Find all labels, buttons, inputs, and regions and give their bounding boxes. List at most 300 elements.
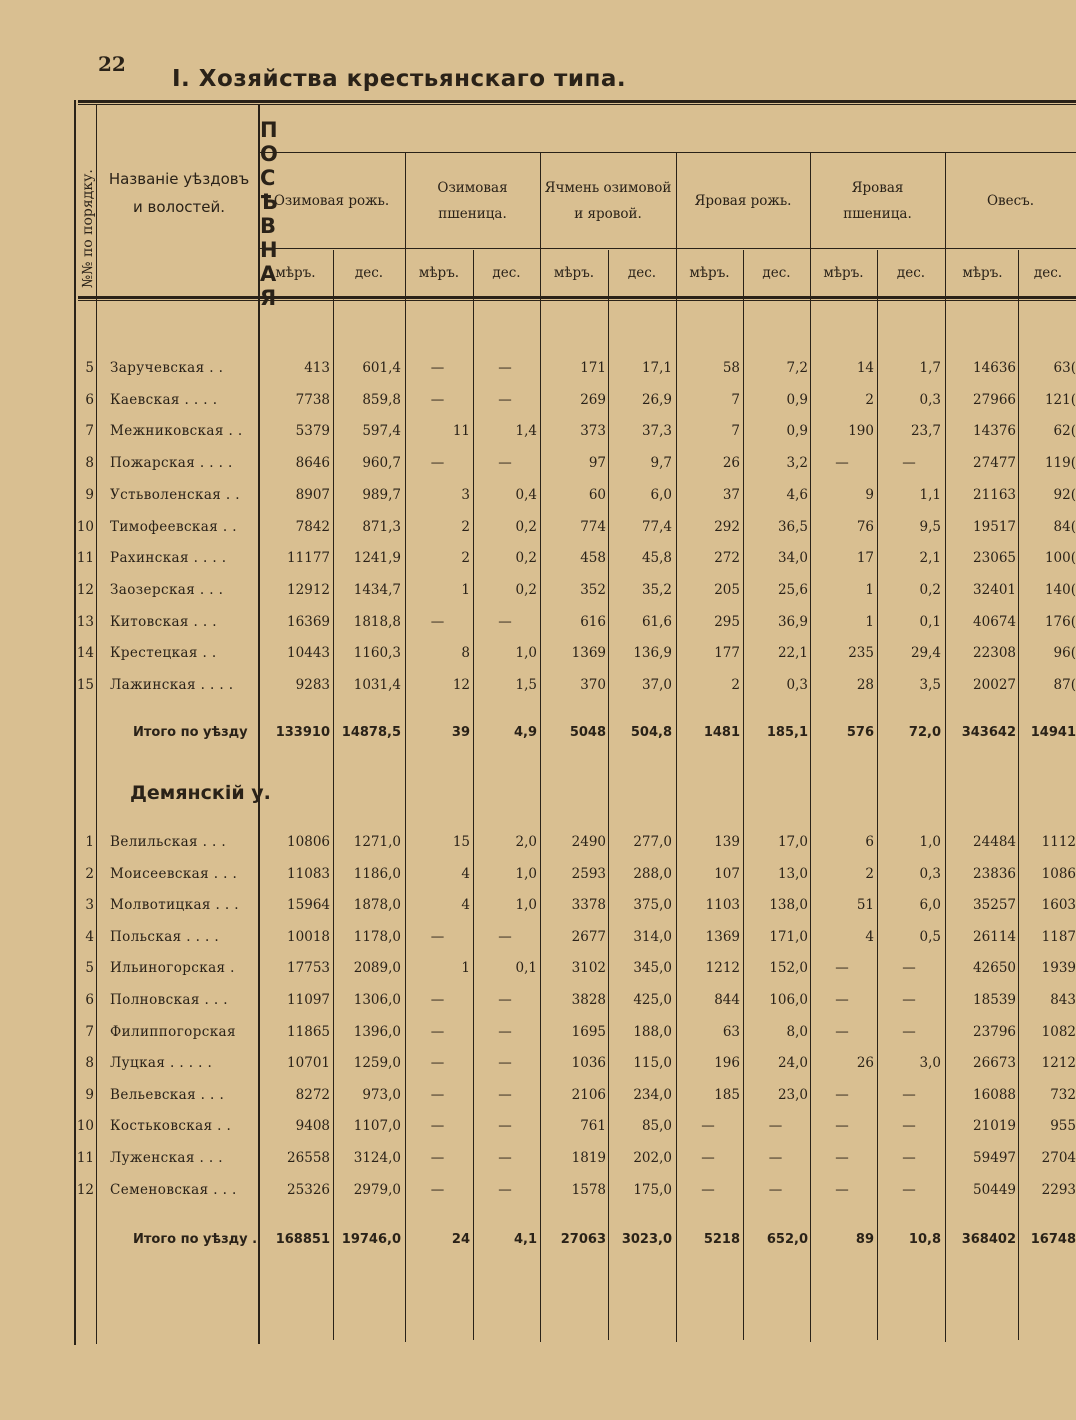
row-name: Костьковская . . xyxy=(110,1118,232,1135)
cell-col-2: 601,4 xyxy=(362,360,401,376)
row-number: 6 xyxy=(85,992,94,1008)
cell-col-1: 12912 xyxy=(287,581,330,598)
cell-col-6: 288,0 xyxy=(633,865,672,882)
row-number: 7 xyxy=(85,1023,94,1040)
unit-header-mer: мѣръ. xyxy=(418,265,460,282)
row-number: 12 xyxy=(76,1181,94,1198)
cell-col-5: 1369 xyxy=(571,645,606,662)
cell-col-3: 8 xyxy=(461,645,470,662)
crop-header xyxy=(540,158,676,246)
cell-col-1: 7842 xyxy=(295,518,330,535)
group-header-letter: В xyxy=(260,214,277,238)
cell-col-2: 1160,3 xyxy=(353,645,401,662)
cell-col-7: 5218 xyxy=(703,1232,740,1247)
row-name: Велильская . . . xyxy=(110,834,227,850)
row-name: Заручевская . . xyxy=(110,360,224,376)
cell-col-5: 2490 xyxy=(571,834,606,850)
unit-header-des: дес. xyxy=(492,265,521,282)
cell-col-11: 23836 xyxy=(973,865,1016,882)
cell-col-6: 35,2 xyxy=(641,581,672,598)
cell-col-6: 9,7 xyxy=(650,455,672,472)
cell-col-3: — xyxy=(430,1086,445,1103)
cell-col-6: 425,0 xyxy=(633,992,672,1008)
cell-col-6: 345,0 xyxy=(633,960,672,977)
cell-col-6: 3023,0 xyxy=(621,1232,672,1247)
cell-col-7: 196 xyxy=(714,1055,740,1072)
cell-col-8: 24,0 xyxy=(777,1055,808,1072)
cell-col-11: 35257 xyxy=(973,897,1016,914)
cell-col-11: 21019 xyxy=(973,1118,1016,1135)
row-name: Каевская . . . . xyxy=(110,391,218,408)
cell-col-8: 17,0 xyxy=(777,834,808,850)
cell-col-9: 28 xyxy=(856,677,874,693)
cell-col-7: 7 xyxy=(731,423,740,440)
cell-col-10: 1,1 xyxy=(919,486,941,503)
cell-col-8: 0,9 xyxy=(786,391,808,408)
cell-col-4: 4,1 xyxy=(513,1232,537,1247)
row-name: Лажинская . . . . xyxy=(110,677,234,693)
cell-col-11: 42650 xyxy=(973,960,1016,977)
row-name: Заозерская . . . xyxy=(110,581,224,598)
unit-header-des: дес. xyxy=(1033,265,1063,282)
cell-col-8: 106,0 xyxy=(769,992,808,1008)
cell-col-11: 26673 xyxy=(973,1055,1016,1072)
cell-col-2: 973,0 xyxy=(362,1086,401,1103)
cell-col-8: 3,2 xyxy=(786,455,808,472)
cell-col-1: 10018 xyxy=(287,928,330,945)
cell-col-3: 39 xyxy=(451,725,470,740)
cell-col-11: 368402 xyxy=(961,1232,1016,1247)
cell-col-5: 2106 xyxy=(571,1086,606,1103)
cell-col-3: 24 xyxy=(451,1232,470,1247)
cell-col-7: 295 xyxy=(714,613,740,630)
cell-col-5: 2677 xyxy=(571,928,606,945)
cell-col-12: 16748 xyxy=(1030,1232,1076,1247)
cell-col-11: 32401 xyxy=(973,581,1016,598)
cell-col-2: 1396,0 xyxy=(353,1023,401,1040)
cell-col-12: 2293 xyxy=(1041,1181,1076,1198)
cell-col-10: 0,3 xyxy=(919,391,941,408)
crop-header-text xyxy=(987,189,1034,215)
cell-col-8: 171,0 xyxy=(769,928,808,945)
cell-col-4: — xyxy=(498,1023,512,1040)
cell-col-2: 1878,0 xyxy=(353,897,401,914)
unit-header-mer: мѣръ. xyxy=(553,265,595,282)
cell-col-7: 58 xyxy=(722,360,740,376)
cell-col-10: — xyxy=(902,1181,916,1198)
cell-col-12: 121( xyxy=(1044,391,1076,408)
cell-col-5: 1578 xyxy=(571,1181,606,1198)
name-header-line-1: Названіе уѣздовъ xyxy=(108,169,250,188)
unit-header-mer: мѣръ. xyxy=(689,265,730,282)
cell-col-2: 1271,0 xyxy=(353,834,401,850)
cell-col-10: 1,0 xyxy=(919,834,941,850)
cell-col-7: 37 xyxy=(722,486,740,503)
cell-col-5: 27063 xyxy=(560,1232,606,1247)
crop-header-line: Яровая рожь. xyxy=(694,193,792,210)
cell-col-5: 269 xyxy=(580,391,606,408)
cell-col-9: 6 xyxy=(865,834,874,850)
cell-col-10: 29,4 xyxy=(910,645,941,662)
cell-col-11: 27477 xyxy=(973,455,1016,472)
cell-col-10: 0,1 xyxy=(919,613,941,630)
cell-col-6: 234,0 xyxy=(633,1086,672,1103)
cell-col-3: 2 xyxy=(461,518,470,535)
cell-col-3: 2 xyxy=(461,550,470,567)
cell-col-2: 989,7 xyxy=(362,486,401,503)
row-name: Пожарская . . . . xyxy=(110,455,233,472)
cell-col-11: 27966 xyxy=(973,391,1016,408)
cell-col-6: 314,0 xyxy=(633,928,672,945)
row-total-label: Итого по уѣзду . xyxy=(133,1232,258,1247)
cell-col-5: 373 xyxy=(580,423,606,440)
row-number: 7 xyxy=(85,423,94,440)
unit-header-des: дес. xyxy=(896,265,926,282)
row-name: Польская . . . . xyxy=(110,928,220,945)
row-number: 11 xyxy=(76,1150,94,1166)
cell-col-9: 1 xyxy=(865,613,874,630)
cell-col-6: 202,0 xyxy=(633,1150,672,1166)
row-name: Молвотицкая . . . xyxy=(110,897,239,914)
cell-col-11: 26114 xyxy=(973,928,1016,945)
cell-col-12: 2704 xyxy=(1041,1150,1076,1166)
cell-col-10: — xyxy=(902,1118,916,1135)
cell-col-2: 1434,7 xyxy=(353,581,401,598)
unit-header-des: дес. xyxy=(627,265,657,282)
cell-col-8: 23,0 xyxy=(777,1086,808,1103)
row-number: 9 xyxy=(85,486,94,503)
cell-col-7: 7 xyxy=(731,391,740,408)
row-name: Вельевская . . . xyxy=(110,1086,225,1103)
crop-header-text xyxy=(437,176,507,227)
cell-col-11: 50449 xyxy=(973,1181,1016,1198)
crop-header-text xyxy=(545,176,672,227)
row-name: Ильиногорская . xyxy=(110,960,235,977)
cell-col-2: 960,7 xyxy=(362,455,401,472)
unit-header-mer: мѣръ. xyxy=(962,265,1003,282)
cell-col-12: 1187 xyxy=(1041,928,1076,945)
cell-col-9: 4 xyxy=(865,928,874,945)
cell-col-2: 1107,0 xyxy=(353,1118,401,1135)
cell-col-10: 3,5 xyxy=(919,677,941,693)
row-number: 3 xyxy=(85,897,94,914)
cell-col-3: 1 xyxy=(461,581,470,598)
cell-col-7: 292 xyxy=(714,518,740,535)
cell-col-5: 774 xyxy=(580,518,606,535)
cell-col-10: — xyxy=(902,992,916,1008)
row-name: Крестецкая . . xyxy=(110,645,217,662)
row-number: 5 xyxy=(85,960,94,977)
cell-col-3: — xyxy=(430,928,445,945)
cell-col-6: 136,9 xyxy=(633,645,672,662)
cell-col-6: 61,6 xyxy=(641,613,672,630)
cell-col-9: 51 xyxy=(856,897,874,914)
cell-col-9: 26 xyxy=(856,1055,874,1072)
cell-col-9: — xyxy=(835,992,849,1008)
cell-col-5: 616 xyxy=(580,613,606,630)
cell-col-1: 8907 xyxy=(295,486,330,503)
page-title: I. Хозяйства крестьянскаго типа. xyxy=(172,66,627,92)
cell-col-12: 955 xyxy=(1050,1118,1076,1135)
cell-col-12: 119( xyxy=(1044,455,1076,472)
cell-col-12: 63( xyxy=(1053,360,1076,376)
crop-header-line: Овесъ. xyxy=(986,193,1035,210)
cell-col-2: 859,8 xyxy=(362,391,401,408)
crop-header-line: Озимовая xyxy=(437,180,508,197)
cell-col-5: 761 xyxy=(580,1118,606,1135)
cell-col-12: 732 xyxy=(1050,1086,1076,1103)
cell-col-12: 100( xyxy=(1044,550,1076,567)
cell-col-4: 0,1 xyxy=(515,960,537,977)
cell-col-4: 4,9 xyxy=(513,725,537,740)
cell-col-8: 185,1 xyxy=(766,725,808,740)
cell-col-5: 1819 xyxy=(571,1150,606,1166)
crop-header-line: пшеница. xyxy=(438,206,507,222)
rule-line-13 xyxy=(877,250,878,1340)
cell-col-11: 14376 xyxy=(973,423,1016,440)
cell-col-4: — xyxy=(498,1055,512,1072)
cell-col-5: 97 xyxy=(588,455,606,472)
cell-col-2: 1259,0 xyxy=(353,1055,401,1072)
cell-col-6: 175,0 xyxy=(633,1181,672,1198)
cell-col-1: 9408 xyxy=(295,1118,330,1135)
cell-col-6: 6,0 xyxy=(650,486,672,503)
cell-col-1: 133910 xyxy=(275,725,330,740)
cell-col-6: 17,1 xyxy=(641,360,672,376)
cell-col-8: — xyxy=(768,1150,783,1166)
cell-col-11: 22308 xyxy=(973,645,1016,662)
cell-col-10: 2,1 xyxy=(919,550,941,567)
cell-col-11: 21163 xyxy=(973,486,1016,503)
cell-col-12: 1939 xyxy=(1041,960,1076,977)
page-number: 22 xyxy=(98,52,126,76)
section-title-demyansk: Демянскій у. xyxy=(130,782,271,804)
row-number: 6 xyxy=(85,391,94,408)
cell-col-5: 171 xyxy=(580,360,606,376)
cell-col-10: — xyxy=(902,960,916,977)
cell-col-7: 177 xyxy=(714,645,740,662)
cell-col-9: — xyxy=(835,455,849,472)
cell-col-7: 272 xyxy=(714,550,740,567)
row-number: 8 xyxy=(85,1055,94,1072)
group-header-letter: Ѣ xyxy=(260,190,278,214)
cell-col-2: 2089,0 xyxy=(353,960,401,977)
cell-col-11: 20027 xyxy=(973,677,1016,693)
crop-header xyxy=(405,158,540,246)
cell-col-4: — xyxy=(498,391,512,408)
row-number: 9 xyxy=(85,1086,94,1103)
cell-col-5: 1036 xyxy=(571,1055,606,1072)
cell-col-1: 413 xyxy=(304,360,330,376)
cell-col-12: 84( xyxy=(1053,518,1076,535)
cell-col-12: 843 xyxy=(1050,992,1076,1008)
row-number: 1 xyxy=(85,834,94,850)
cell-col-8: 652,0 xyxy=(766,1232,808,1247)
cell-col-5: 3102 xyxy=(571,960,606,977)
cell-col-1: 10701 xyxy=(287,1055,330,1072)
cell-col-12: 1603 xyxy=(1041,897,1076,914)
cell-col-11: 343642 xyxy=(961,725,1016,740)
cell-col-1: 7738 xyxy=(295,391,330,408)
cell-col-3: 4 xyxy=(461,865,470,882)
cell-col-11: 19517 xyxy=(973,518,1016,535)
cell-col-4: — xyxy=(498,928,512,945)
cell-col-11: 16088 xyxy=(973,1086,1016,1103)
cell-col-2: 19746,0 xyxy=(341,1232,401,1247)
cell-col-8: 25,6 xyxy=(777,581,808,598)
row-name: Филиппогорская xyxy=(110,1023,236,1040)
cell-col-11: 24484 xyxy=(973,834,1016,850)
cell-col-10: 0,3 xyxy=(919,865,941,882)
cell-col-10: 23,7 xyxy=(910,423,941,440)
cell-col-12: 14941 xyxy=(1030,725,1076,740)
cell-col-7: — xyxy=(701,1181,715,1198)
cell-col-4: — xyxy=(498,1086,512,1103)
cell-col-11: 18539 xyxy=(973,992,1016,1008)
cell-col-1: 8646 xyxy=(295,455,330,472)
name-column-header xyxy=(100,158,258,228)
crop-header xyxy=(810,158,945,246)
cell-col-3: — xyxy=(430,455,445,472)
cell-col-1: 10806 xyxy=(287,834,330,850)
cell-col-6: 37,3 xyxy=(641,423,672,440)
cell-col-8: 152,0 xyxy=(769,960,808,977)
cell-col-3: 3 xyxy=(461,486,470,503)
rule-line-1 xyxy=(78,104,1076,105)
cell-col-4: — xyxy=(498,613,512,630)
cell-col-1: 15964 xyxy=(287,897,330,914)
cell-col-3: — xyxy=(430,1150,445,1166)
cell-col-1: 11865 xyxy=(287,1023,330,1040)
cell-col-2: 1818,8 xyxy=(353,613,401,630)
row-name: Полновская . . . xyxy=(110,992,228,1008)
cell-col-4: 1,0 xyxy=(515,865,537,882)
cell-col-7: 1369 xyxy=(705,928,740,945)
row-name: Тимофеевская . . xyxy=(110,518,237,535)
cell-col-12: 96( xyxy=(1053,645,1076,662)
cell-col-2: 3124,0 xyxy=(353,1150,401,1166)
cell-col-10: — xyxy=(902,1150,916,1166)
cell-col-1: 26558 xyxy=(287,1150,330,1166)
cell-col-6: 77,4 xyxy=(641,518,672,535)
group-header-letter: О xyxy=(260,142,278,166)
cell-col-2: 1186,0 xyxy=(353,865,401,882)
cell-col-10: 3,0 xyxy=(919,1055,941,1072)
cell-col-8: 13,0 xyxy=(777,865,808,882)
cell-col-9: — xyxy=(835,960,849,977)
cell-col-12: 1086 xyxy=(1041,865,1076,882)
cell-col-5: 458 xyxy=(580,550,606,567)
group-header-letter: А xyxy=(260,262,277,286)
cell-col-5: 1695 xyxy=(571,1023,606,1040)
cell-col-8: — xyxy=(768,1118,783,1135)
cell-col-6: 26,9 xyxy=(641,391,672,408)
row-total-label: Итого по уѣзду xyxy=(133,725,248,740)
cell-col-4: — xyxy=(498,455,512,472)
cell-col-6: 504,8 xyxy=(630,725,672,740)
cell-col-7: 844 xyxy=(714,992,740,1008)
cell-col-9: 14 xyxy=(856,360,874,376)
group-header-letter: П xyxy=(260,118,278,142)
crop-header-line: Озимовая рожь. xyxy=(273,193,390,210)
cell-col-3: — xyxy=(430,613,445,630)
cell-col-3: — xyxy=(430,1055,445,1072)
crop-header-line: и яровой. xyxy=(574,206,642,222)
cell-col-10: — xyxy=(902,455,916,472)
cell-col-2: 1241,9 xyxy=(353,550,401,567)
cell-col-9: 76 xyxy=(856,518,874,535)
cell-col-11: 40674 xyxy=(973,613,1016,630)
group-header-letter: Я xyxy=(260,286,277,310)
cell-col-4: 0,2 xyxy=(515,581,537,598)
cell-col-9: 2 xyxy=(865,391,874,408)
rule-line-14 xyxy=(1018,250,1019,1340)
cell-col-3: 12 xyxy=(452,677,470,693)
cell-col-1: 8272 xyxy=(295,1086,330,1103)
row-number: 4 xyxy=(85,928,94,945)
row-number: 12 xyxy=(76,581,94,598)
cell-col-1: 9283 xyxy=(295,677,330,693)
cell-col-5: 60 xyxy=(588,486,606,503)
cell-col-11: 14636 xyxy=(973,360,1016,376)
cell-col-9: 2 xyxy=(865,865,874,882)
cell-col-4: 1,0 xyxy=(515,897,537,914)
index-column-header: №№ по порядку. xyxy=(80,169,96,288)
cell-col-9: 89 xyxy=(855,1232,874,1247)
cell-col-4: 1,5 xyxy=(515,677,537,693)
rule-line-9 xyxy=(333,250,334,1340)
cell-col-8: 4,6 xyxy=(786,486,808,503)
row-number: 10 xyxy=(76,1118,94,1135)
cell-col-7: 2 xyxy=(731,677,740,693)
crop-header-text xyxy=(274,189,389,215)
cell-col-10: — xyxy=(902,1086,916,1103)
cell-col-1: 17753 xyxy=(287,960,330,977)
cell-col-8: 22,1 xyxy=(777,645,808,662)
crop-header-line: Ячмень озимовой xyxy=(544,180,672,197)
row-number: 8 xyxy=(85,455,94,472)
cell-col-8: 138,0 xyxy=(769,897,808,914)
cell-col-9: — xyxy=(835,1023,849,1040)
crop-header-text xyxy=(695,189,792,215)
rule-line-0 xyxy=(78,100,1076,103)
crop-header-line: пшеница. xyxy=(843,206,912,222)
cell-col-10: 1,7 xyxy=(919,360,941,376)
cell-col-5: 3828 xyxy=(571,992,606,1008)
unit-header-mer: мѣръ. xyxy=(275,265,316,282)
row-number: 13 xyxy=(76,613,94,630)
cell-col-8: 0,9 xyxy=(786,423,808,440)
cell-col-5: 5048 xyxy=(569,725,606,740)
cell-col-12: 87( xyxy=(1053,677,1076,693)
rule-line-11 xyxy=(608,250,609,1340)
cell-col-9: — xyxy=(835,1086,849,1103)
row-name: Луженская . . . xyxy=(110,1150,223,1166)
cell-col-5: 370 xyxy=(580,677,606,693)
cell-col-8: 36,5 xyxy=(777,518,808,535)
cell-col-10: 0,2 xyxy=(919,581,941,598)
unit-header-mer: мѣръ. xyxy=(823,265,864,282)
cell-col-7: 107 xyxy=(714,865,740,882)
cell-col-4: — xyxy=(498,992,512,1008)
cell-col-1: 16369 xyxy=(287,613,330,630)
cell-col-3: — xyxy=(430,1023,445,1040)
cell-col-3: 11 xyxy=(452,423,470,440)
cell-col-1: 10443 xyxy=(287,645,330,662)
cell-col-7: — xyxy=(701,1150,715,1166)
cell-col-9: — xyxy=(835,1118,849,1135)
cell-col-1: 5379 xyxy=(295,423,330,440)
